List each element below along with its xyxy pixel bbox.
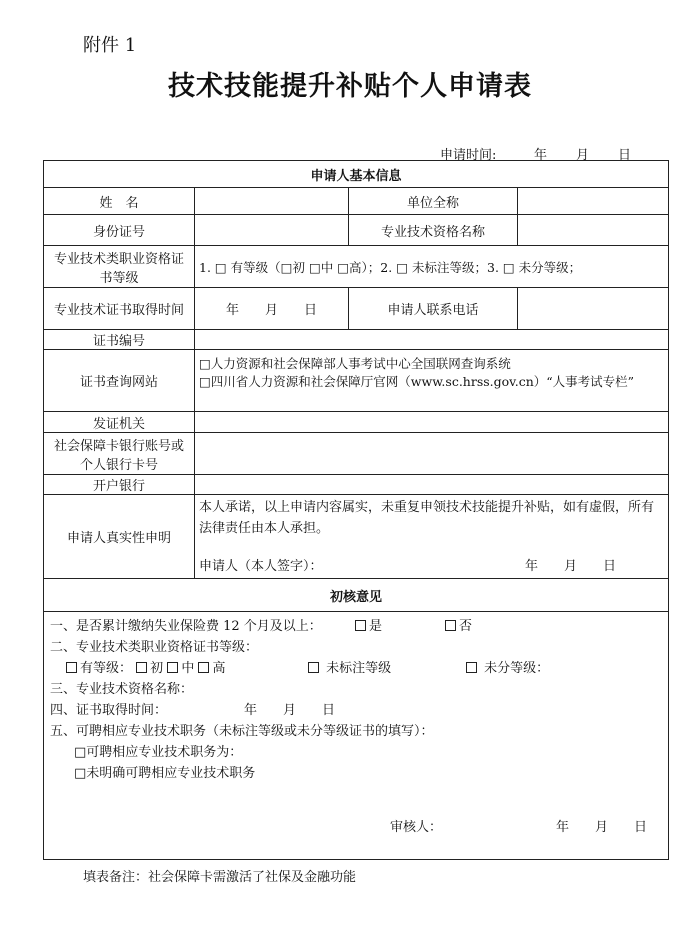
review-header: 初核意见 xyxy=(44,579,669,612)
id-number-field[interactable] xyxy=(195,215,349,246)
phone-field[interactable] xyxy=(518,288,669,330)
phone-label: 申请人联系电话 xyxy=(349,288,518,330)
checkbox-icon xyxy=(198,662,209,673)
q1-yes-option[interactable] xyxy=(355,616,382,637)
cert-number-label: 证书编号 xyxy=(44,330,195,350)
cert-level-options[interactable]: 1. □ 有等级（□初 □中 □高）；2. □ 未标注等级；3. □ 未分等级； xyxy=(195,246,669,288)
reviewer-label: 审核人： xyxy=(390,820,443,835)
unit-field[interactable] xyxy=(518,188,669,215)
apply-day-label: 日 xyxy=(618,148,632,163)
q2-ungraded-option[interactable] xyxy=(466,658,549,679)
checkbox-icon xyxy=(66,662,77,673)
review-date: 年 月 日 xyxy=(556,820,648,835)
checkbox-icon xyxy=(445,620,456,631)
qualification-name-label: 专业技术资格名称 xyxy=(349,215,518,246)
query-site-option-1[interactable]: □人力资源和社会保障部人事考试中心全国联网查询系统 xyxy=(199,356,511,371)
q2-senior-label: 高 xyxy=(212,661,226,676)
checkbox-icon xyxy=(167,662,178,673)
q1-no-label: 否 xyxy=(459,619,473,634)
review-q1 xyxy=(50,616,662,637)
checkbox-icon xyxy=(466,662,477,673)
obtain-time-label: 专业技术证书取得时间 xyxy=(44,288,195,330)
q2-middle-option[interactable] xyxy=(167,661,194,676)
q5-option-1[interactable]: □可聘相应专业技术职务为： xyxy=(74,745,243,760)
checkbox-icon xyxy=(308,662,319,673)
query-site-option-2[interactable]: □四川省人力资源和社会保障厅官网（www.sc.hrss.gov.cn）“人事考试专栏” xyxy=(199,374,635,389)
unit-label: 单位全称 xyxy=(349,188,518,215)
apply-time-label: 申请时间: xyxy=(440,148,497,163)
bank-field[interactable] xyxy=(195,475,669,495)
signature-label: 申请人（本人签字）： xyxy=(199,559,323,574)
application-form-table xyxy=(43,160,669,860)
obtain-time-field[interactable]: 年 月 日 xyxy=(195,288,349,330)
issuer-field[interactable] xyxy=(195,412,669,433)
checkbox-icon xyxy=(355,620,366,631)
q2-has-level-label: 有等级： xyxy=(80,661,133,676)
basic-info-header: 申请人基本信息 xyxy=(44,161,669,188)
bank-label: 开户银行 xyxy=(44,475,195,495)
declaration-label: 申请人真实性申明 xyxy=(44,495,195,579)
q2-middle-label: 中 xyxy=(181,661,195,676)
q2-unmarked-option[interactable] xyxy=(308,658,391,679)
q4-text: 四、证书取得时间： xyxy=(50,703,168,718)
q2-has-level-option[interactable] xyxy=(66,661,132,676)
review-q5: 五、可聘相应专业技术职务（未标注等级或未分等级证书的填写）： xyxy=(50,724,434,739)
name-label: 姓 名 xyxy=(44,188,195,215)
review-q3: 三、专业技术资格名称： xyxy=(50,682,194,697)
declaration-text: 本人承诺，以上申请内容属实，未重复申领技术技能提升补贴，如有虚假，所有法律责任由本人承担。 xyxy=(199,500,655,536)
checkbox-icon xyxy=(136,662,147,673)
q2-junior-label: 初 xyxy=(150,661,164,676)
footer-note: 填表备注：社会保障卡需激活了社保及金融功能 xyxy=(83,870,357,885)
q2-senior-option[interactable] xyxy=(198,661,225,676)
review-section xyxy=(44,612,669,860)
q5-option-2[interactable]: □未明确可聘相应专业技术职务 xyxy=(74,766,256,781)
issuer-label: 发证机关 xyxy=(44,412,195,433)
name-field[interactable] xyxy=(195,188,349,215)
bank-account-field[interactable] xyxy=(195,433,669,475)
review-q4 xyxy=(50,700,662,721)
bank-account-label: 社会保障卡银行账号或个人银行卡号 xyxy=(44,433,195,475)
id-number-label: 身份证号 xyxy=(44,215,195,246)
q1-yes-label: 是 xyxy=(369,619,383,634)
attachment-label: 附件 1 xyxy=(83,35,137,56)
q2-unmarked-label: 未标注等级 xyxy=(326,661,392,676)
q4-date: 年 月 日 xyxy=(244,703,336,718)
review-q2: 二、专业技术类职业资格证书等级： xyxy=(50,640,259,655)
q1-no-option[interactable] xyxy=(445,616,472,637)
cert-level-label: 专业技术类职业资格证书等级 xyxy=(44,246,195,288)
review-q2-options xyxy=(50,658,662,679)
cert-number-field[interactable] xyxy=(195,330,669,350)
q2-ungraded-label: 未分等级： xyxy=(484,661,550,676)
sign-date: 年 月 日 xyxy=(525,559,617,574)
q2-junior-option[interactable] xyxy=(136,661,163,676)
apply-year-label: 年 xyxy=(534,148,548,163)
qualification-name-field[interactable] xyxy=(518,215,669,246)
form-title: 技术技能提升补贴个人申请表 xyxy=(168,71,532,102)
apply-month-label: 月 xyxy=(576,148,590,163)
query-site-label: 证书查询网站 xyxy=(44,350,195,412)
q1-text: 一、是否累计缴纳失业保险费 12 个月及以上： xyxy=(50,619,322,634)
